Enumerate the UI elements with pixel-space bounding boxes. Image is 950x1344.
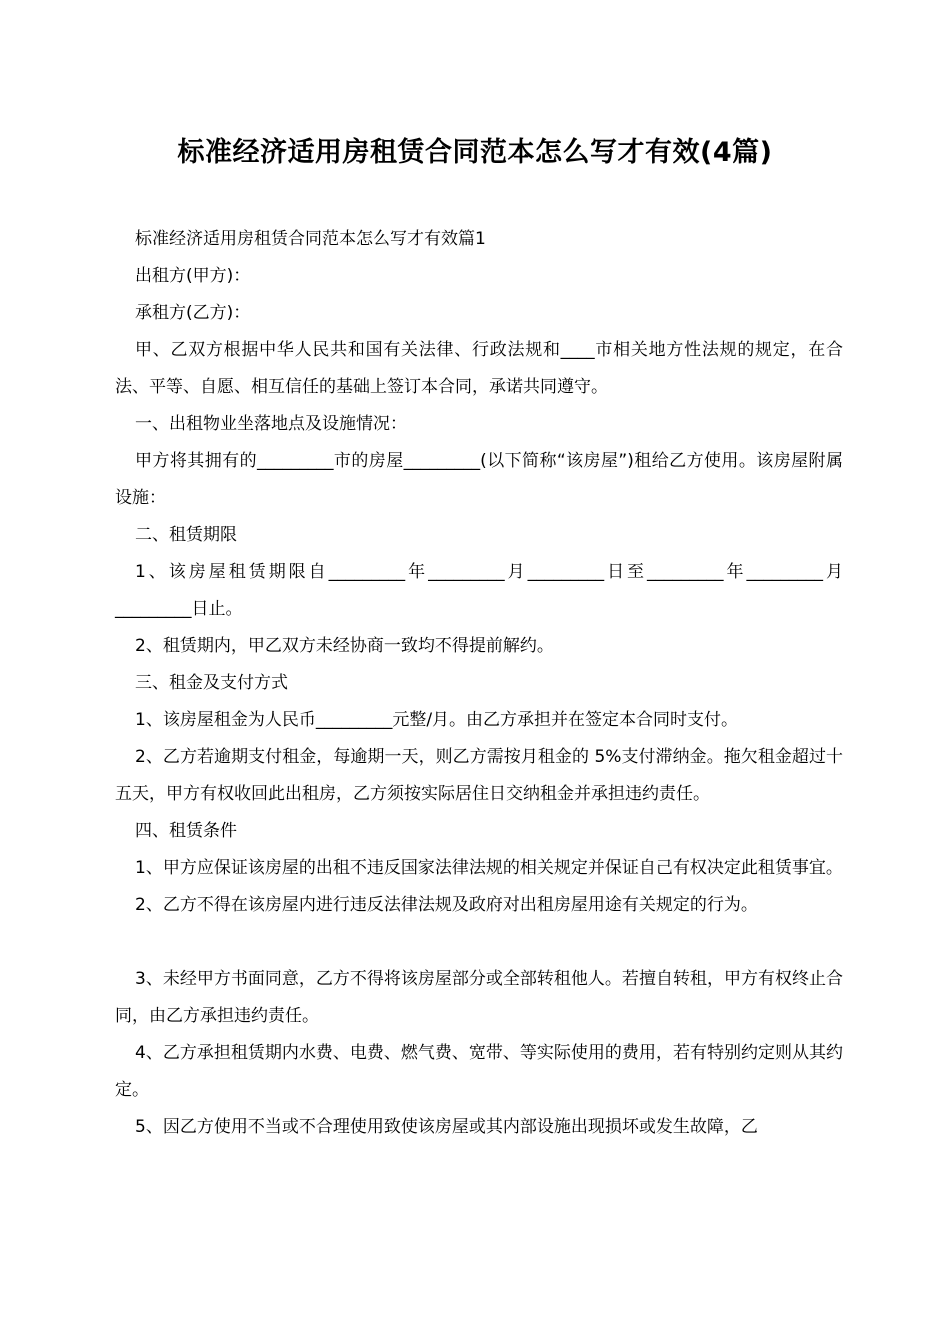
clause-heading: 四、租赁条件 bbox=[135, 821, 237, 841]
clause-paragraph: 3、未经甲方书面同意，乙方不得将该房屋部分或全部转租他人。若擅自转租，甲方有权终止合同，由乙方承担违约责任。 bbox=[115, 969, 843, 1026]
clause-heading: 一、出租物业坐落地点及设施情况： bbox=[135, 414, 407, 434]
lessee-line: 承租方(乙方)： bbox=[135, 303, 251, 323]
clause-paragraph: 2、乙方不得在该房屋内进行违反法律法规及政府对出租房屋用途有关规定的行为。 bbox=[135, 895, 758, 915]
preamble-paragraph: 甲、乙双方根据中华人民共和国有关法律、行政法规和____市相关地方性法规的规定，在合法、平等、自愿、相互信任的基础上签订本合同，承诺共同遵守。 bbox=[115, 340, 843, 397]
clause-paragraph: 5、因乙方使用不当或不合理使用致使该房屋或其内部设施出现损坏或发生故障，乙 bbox=[135, 1117, 758, 1137]
lessor-line: 出租方(甲方)： bbox=[135, 266, 251, 286]
document-title: 标准经济适用房租赁合同范本怎么写才有效(4篇) bbox=[177, 137, 773, 168]
clause-paragraph: 1、该房屋租赁期限自_________年_________月_________日至_________年_________月_________日止。 bbox=[115, 562, 843, 619]
clause-paragraph: 甲方将其拥有的_________市的房屋_________(以下简称“该房屋”)租给乙方使用。该房屋附属设施： bbox=[115, 451, 843, 508]
section-heading: 标准经济适用房租赁合同范本怎么写才有效篇1 bbox=[135, 229, 486, 249]
clause-paragraph: 2、乙方若逾期支付租金，每逾期一天，则乙方需按月租金的 5%支付滞纳金。拖欠租金超过十五天，甲方有权收回此出租房，乙方须按实际居住日交纳租金并承担违约责任。 bbox=[115, 747, 843, 804]
document-body bbox=[115, 221, 843, 1146]
clause-paragraph: 1、甲方应保证该房屋的出租不违反国家法律法规的相关规定并保证自己有权决定此租赁事宜。 bbox=[135, 858, 843, 878]
clause-paragraph: 4、乙方承担租赁期内水费、电费、燃气费、宽带、等实际使用的费用，若有特别约定则从其约定。 bbox=[115, 1043, 843, 1100]
clause-heading: 二、租赁期限 bbox=[135, 525, 237, 545]
clause-paragraph: 1、该房屋租金为人民币_________元整/月。由乙方承担并在签定本合同时支付。 bbox=[135, 710, 739, 730]
clause-heading: 三、租金及支付方式 bbox=[135, 673, 288, 693]
clause-paragraph: 2、租赁期内，甲乙双方未经协商一致均不得提前解约。 bbox=[135, 636, 554, 656]
